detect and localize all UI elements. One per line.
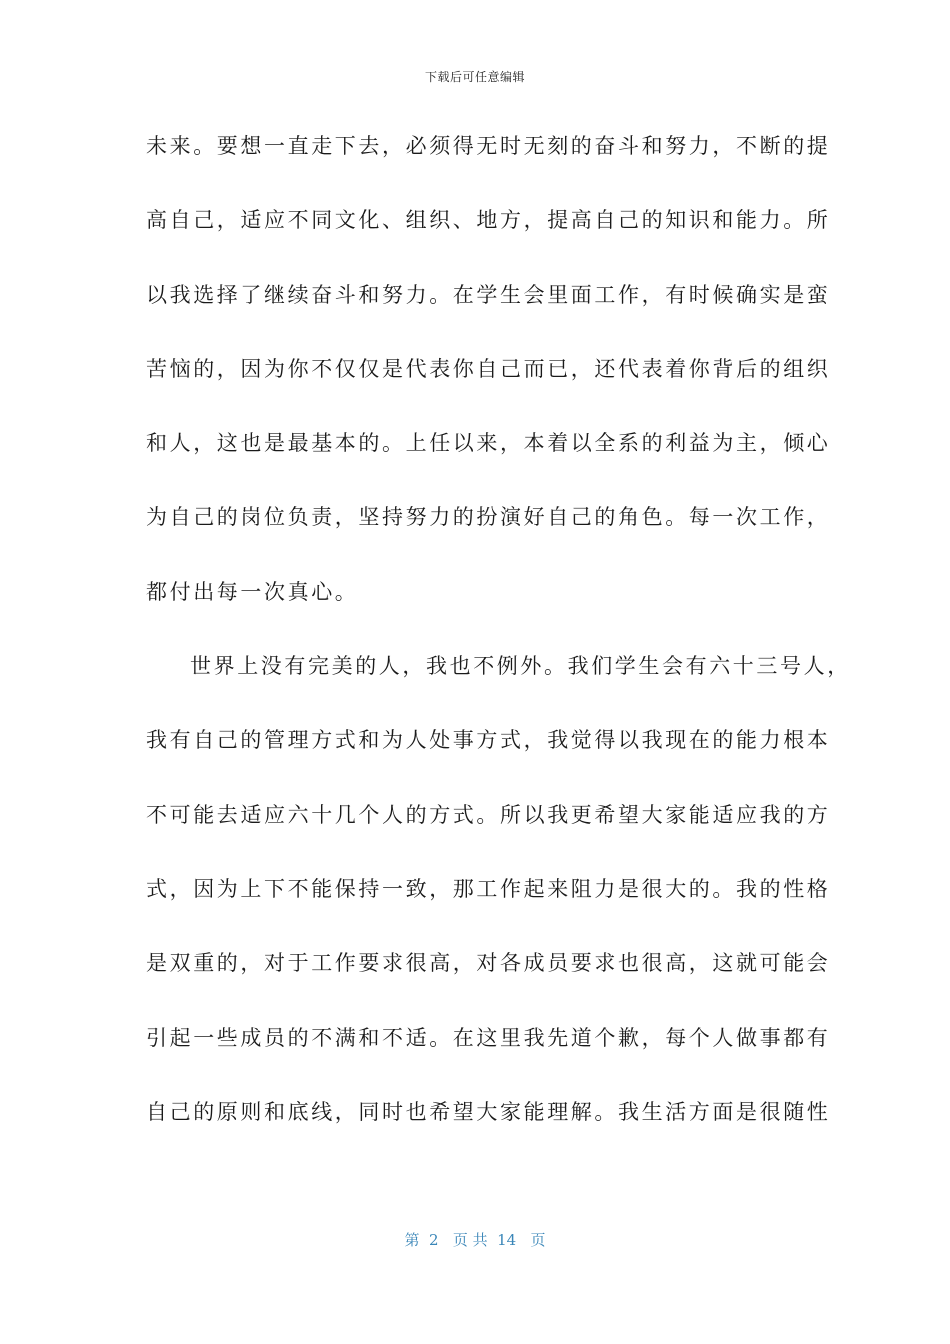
page-footer: 第 2 页 共 14 页 — [404, 1231, 546, 1249]
text-line-6: 为自己的岗位负责，坚持努力的扮演好自己的角色。每一次工作， — [146, 505, 831, 530]
text-line-7: 都付出每一次真心。 — [146, 579, 359, 604]
text-line-13: 引起一些成员的不满和不适。在这里我先道个歉，每个人做事都有 — [146, 1025, 831, 1050]
text-line-11: 式，因为上下不能保持一致，那工作起来阻力是很大的。我的性格 — [146, 876, 831, 901]
header-note: 下载后可任意编辑 — [424, 70, 525, 84]
paragraph-2-first-line: 世界上没有完美的人，我也不例外。我们学生会有六十三号人， — [190, 654, 851, 679]
text-line-5: 和人，这也是最基本的。上任以来，本着以全系的利益为主，倾心 — [146, 431, 831, 456]
text-line-3: 以我选择了继续奋斗和努力。在学生会里面工作，有时候确实是蛮 — [146, 282, 831, 307]
text-line-10: 不可能去适应六十几个人的方式。所以我更希望大家能适应我的方 — [146, 802, 831, 827]
text-line-1: 未来。要想一直走下去，必须得无时无刻的奋斗和努力，不断的提 — [146, 134, 831, 158]
document-body — [146, 126, 851, 1166]
text-line-12: 是双重的，对于工作要求很高，对各成员要求也很高，这就可能会 — [146, 951, 831, 976]
text-line-2: 高自己，适应不同文化、组织、地方，提高自己的知识和能力。所 — [146, 208, 831, 233]
text-line-4: 苦恼的，因为你不仅仅是代表你自己而已，还代表着你背后的组织 — [146, 356, 831, 381]
text-line-9: 我有自己的管理方式和为人处事方式，我觉得以我现在的能力根本 — [146, 728, 831, 753]
text-line-14: 自己的原则和底线，同时也希望大家能理解。我生活方面是很随性 — [146, 1099, 831, 1124]
